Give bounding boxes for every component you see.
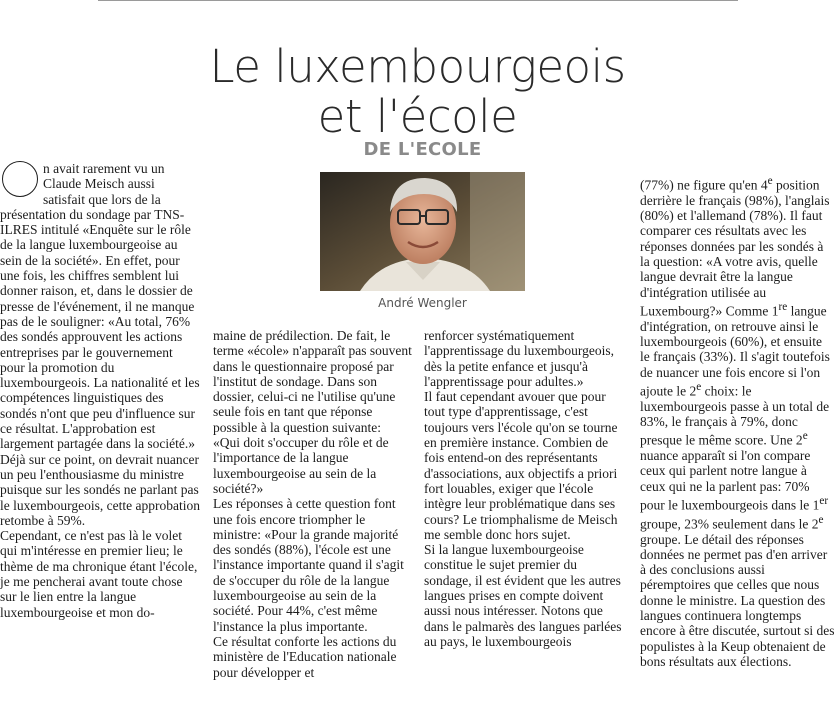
article-column-1 xyxy=(0,161,200,620)
text-run: choix: le luxembourgeois passe à un total de 83%, le français à 79%, donc presque le même score. Une 2 xyxy=(640,383,830,448)
article-paragraph: Cependant, ce n'est pas là le volet qui m'intéresse en premier lieu; le thème de ma chronique étant l'école, je me pencherai avant toute chose sur le lien entre la langue luxembourgeoise et mon do- xyxy=(0,528,198,620)
text-run: position derrière le français (98%), l'anglais (80%) et l'allemand (78%). Il faut comparer ces résultats avec les réponses données par les sondés à la question: «A votre avis, quelle langue devrait être la langue d'intégration utilisée au Luxembourg?» Comme 1 xyxy=(640,177,830,319)
text-run: groupe. Le détail des réponses données ne permet pas d'en arriver à des conclusions aussi péremptoires que celles que nous donne le ministre. La question des langues continuera longtemps encore à être discutée, surtout si des populistes à la Keup obtenaient de bons résultats aux élections. xyxy=(640,531,835,669)
headline-line-1: Le luxembourgeois xyxy=(209,40,626,94)
superscript: e xyxy=(696,380,702,393)
text-run: nuance apparaît si l'on compare ceux qui parlent notre langue à ceux qui ne la parlent pas: 70% pour le luxembourgeois dans le 1 xyxy=(640,448,820,513)
article-paragraph: Il faut cependant avouer que pour tout type d'apprentissage, c'est toujours vers l'école qu'on se tourne en première instance. Combien de fois entend-on des représentants d'associations, aux objectifs a priori fort louables, exiger que l'école intègre leur problématique dans ses cours? Le triomphalisme de Meisch me semble donc hors sujet. xyxy=(424,389,618,542)
article-paragraph: Si la langue luxembourgeoise constitue le sujet premier du sondage, il est évident que les autres langues prises en compte doivent aussi nous intéresser. Notons que dans le palmarès des langues parlées au pays, le luxembourgeois xyxy=(424,542,622,649)
superscript: er xyxy=(819,494,829,507)
photo-caption: André Wengler xyxy=(378,296,467,310)
superscript: e xyxy=(767,175,773,187)
text-run: langue d'intégration, on retrouve ainsi le luxembourgeois (60%), et ensuite le français (33%). Il s'agit toutefois de nuancer une fois encore si l'on ajoute le 2 xyxy=(640,303,830,399)
article-paragraph: «Qui doit s'occuper du rôle et de l'importance de la langue luxembourgeoise au sein de la société?» xyxy=(213,435,389,496)
article-column-2 xyxy=(213,328,412,680)
portrait-photo-icon xyxy=(320,172,525,291)
portrait-photo xyxy=(320,172,525,291)
text-run: (77%) ne figure qu'en 4 xyxy=(640,177,768,193)
paragraph-text: n avait rarement vu un Claude Meisch aussi satisfait que lors de la présentation du sondage par TNS-ILRES intitulé «Enquête sur le rôle de la langue luxembourgeoise au sein de la société». En effet, pour une fois, les chiffres semblent lui donner raison, et, dans le dossier de presse de l'événement, il ne manque pas de le souligner: «Au total, 76% des sondés approuvent les actions entreprises par le gouvernement pour la promotion du luxembourgeois. La nationalité et les compétences linguistiques des sondés n'ont que peu d'influence sur ce résultat. L'approbation est largement partagée dans la société.» Déjà sur ce point, on devrait nuancer un peu l'enthousiasme du ministre puisque sur les sondés ne parlant pas le luxembourgeois, cette approbation retombe à 59%. xyxy=(0,161,200,528)
article-paragraph xyxy=(640,174,835,669)
drop-cap-circle xyxy=(2,161,38,197)
article-paragraph: Ce résultat conforte les actions du ministère de l'Education nationale pour développer et xyxy=(213,633,397,680)
article-paragraph: renforcer systématiquement l'apprentissage du luxembourgeois, dès la petite enfance et jusqu'à l'apprentissage pour adultes.» xyxy=(424,328,615,389)
headline-line-2: et l'école xyxy=(317,90,518,144)
section-kicker: DE L'ECOLE xyxy=(363,139,482,160)
top-rule xyxy=(98,0,738,1)
article-column-4 xyxy=(640,174,835,669)
article-paragraph: maine de prédilection. De fait, le terme «école» n'apparaît pas souvent dans le questionnaire proposé par l'institut de sondage. Dans son dossier, celui-ci ne l'utilise qu'une seule fois en tant que réponse possible à la question suivante: xyxy=(213,328,412,435)
article-paragraph: Les réponses à cette question font une fois encore triompher le ministre: «Pour la grande majorité des sondés (88%), l'école est une l'instance importante quand il s'agit de s'occuper du rôle de la langue luxembourgeoise au sein de la société. Pour 44%, c'est même l'instance la plus importante. xyxy=(213,496,404,634)
headline xyxy=(0,42,835,142)
text-run: groupe, 23% seulement dans le 2 xyxy=(640,516,819,532)
article-paragraph xyxy=(0,161,200,528)
superscript: e xyxy=(818,513,824,526)
article-column-3 xyxy=(424,328,624,649)
superscript: re xyxy=(778,300,788,313)
superscript: e xyxy=(802,430,808,443)
